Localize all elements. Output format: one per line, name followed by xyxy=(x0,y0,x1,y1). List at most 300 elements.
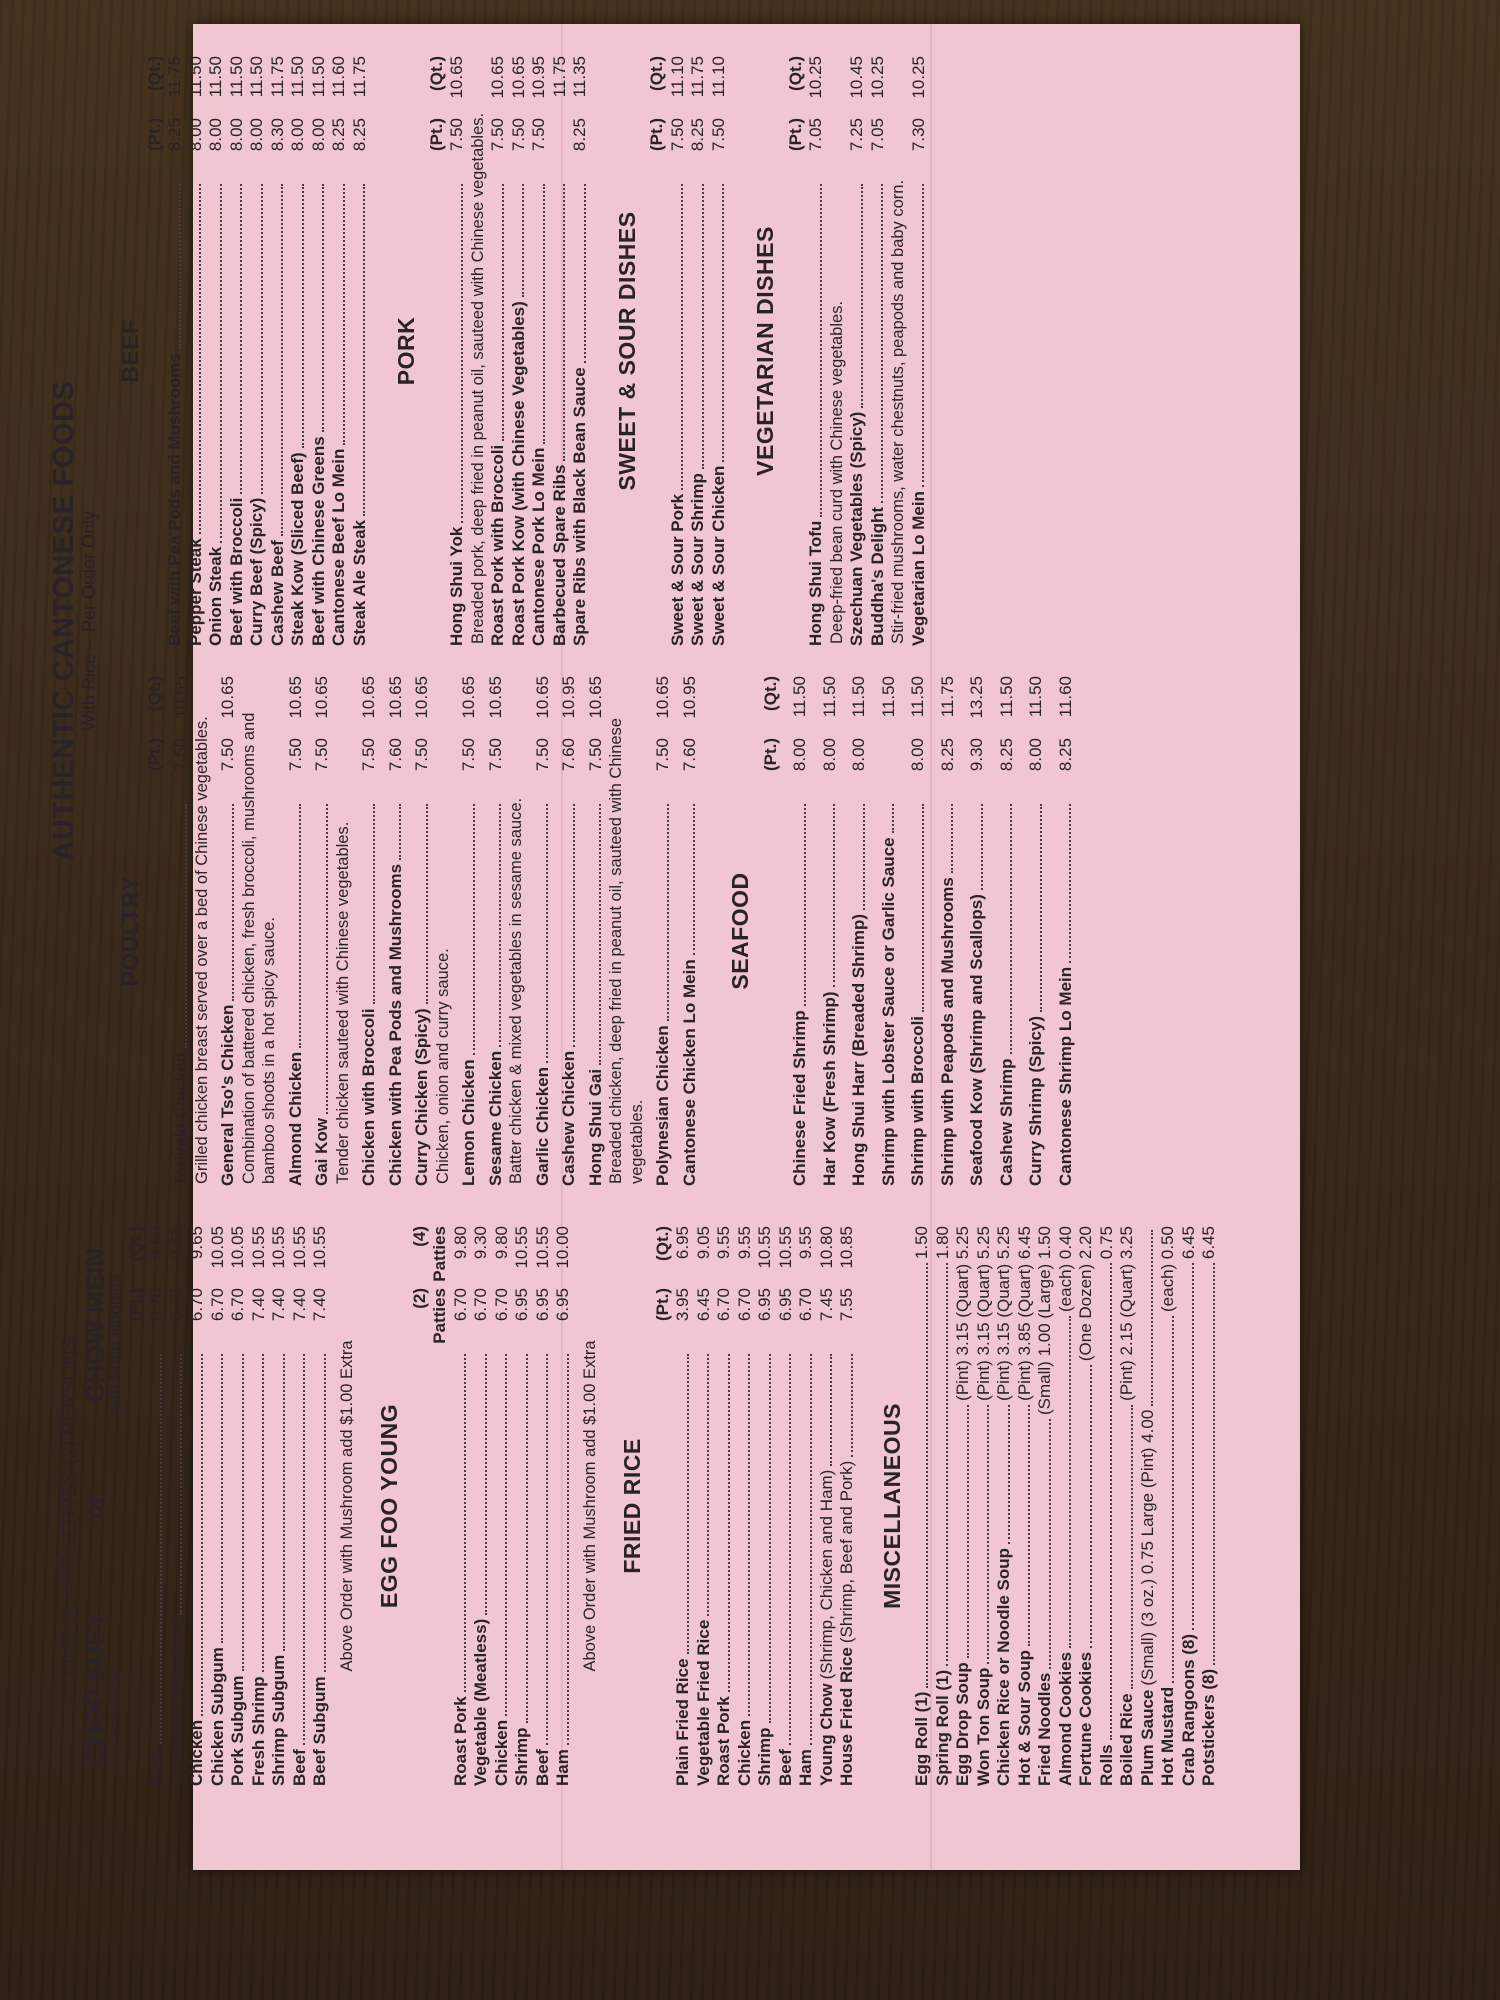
quart-price: 11.75 xyxy=(267,56,287,98)
menu-item-row xyxy=(847,56,868,646)
quart-price: 11.50 xyxy=(308,56,328,98)
menu-item-row xyxy=(997,676,1018,1186)
dot-leader xyxy=(693,804,695,955)
item-name: Cantonese Beef Lo Mein xyxy=(329,448,348,646)
dot-leader xyxy=(702,184,704,469)
pint-price: 8.00 xyxy=(1026,738,1045,772)
chop-suey-title-row xyxy=(79,1226,110,1786)
quart-price: 10.65 xyxy=(532,676,552,719)
dot-leader xyxy=(499,804,501,1047)
pint-price: 7.40 xyxy=(248,1288,268,1322)
quart-price: 6.95 xyxy=(673,1226,692,1260)
menu-item-row xyxy=(668,56,689,646)
menu-item-row xyxy=(165,56,186,646)
menu-item-row xyxy=(1117,1226,1138,1786)
pork-list xyxy=(447,56,591,646)
dot-leader xyxy=(851,1354,853,1457)
item-description: Deep-fried bean curd with Chinese vegetables. xyxy=(827,300,846,644)
poultry-header xyxy=(145,676,166,1186)
with-rice-label: with Rice xyxy=(105,1669,124,1738)
two-patty-price: 6.95 xyxy=(512,1288,531,1322)
item-name: Egg Drop Soup xyxy=(953,1662,972,1786)
menu-item-row xyxy=(879,676,900,1186)
item-description: Batter chicken & mixed vegetables in sesame sauce. xyxy=(507,797,525,1184)
menu-item-row xyxy=(673,1226,694,1786)
pint-price: 7.60 xyxy=(385,738,405,772)
pint-price: 6.95 xyxy=(755,1288,774,1322)
item-name: Beef xyxy=(775,1749,795,1786)
dot-leader xyxy=(464,1354,466,1692)
menu-item-row xyxy=(1138,1226,1159,1786)
menu-item-row xyxy=(350,56,371,646)
patties-label: Patties xyxy=(430,1226,449,1282)
qt-header: (Qt.) xyxy=(144,56,164,91)
quart-price: 10.05 xyxy=(207,1226,227,1269)
pint-price: 8.25 xyxy=(329,118,348,152)
dot-leader xyxy=(426,804,428,1004)
dot-leader xyxy=(363,184,365,516)
pint-price: 8.30 xyxy=(267,118,287,152)
menu-item-row xyxy=(570,56,591,646)
egg-foo-young-header xyxy=(410,1226,451,1786)
item-name: Sesame Chicken xyxy=(485,1050,505,1186)
pint-price: 8.25 xyxy=(688,118,707,152)
pint-price: 8.00 xyxy=(247,118,266,152)
two-patty-price: 6.70 xyxy=(450,1288,470,1322)
quart-price: 11.50 xyxy=(226,56,246,98)
quart-price: 10.65 xyxy=(488,56,507,99)
menu-subtitle: With Rice -- Per Order Only xyxy=(78,510,99,732)
pint-price: 7.40 xyxy=(269,1288,288,1322)
dot-leader xyxy=(1069,1316,1071,1648)
chow-mein-title: CHOW MEIN xyxy=(79,1248,110,1403)
quart-price: 11.50 xyxy=(790,676,809,718)
item-name: Steak Kow (Sliced Beef) xyxy=(288,452,307,646)
menu-item-row xyxy=(447,56,468,646)
item-name: Har Kow (Fresh Shrimp) xyxy=(819,991,839,1186)
item-name: Lemon Chicken xyxy=(459,1059,478,1186)
menu-item-row xyxy=(186,56,207,646)
item-name: Roast Pork Kow (with Chinese Vegetables) xyxy=(508,301,528,646)
pint-price: 8.00 xyxy=(819,738,839,772)
item-name: Ham xyxy=(553,1749,572,1786)
menu-item-row xyxy=(938,676,959,1186)
poultry-list xyxy=(171,676,700,1186)
dot-leader xyxy=(1069,804,1071,963)
menu-item-row xyxy=(714,1226,735,1786)
item-name: Buddha's Delight xyxy=(867,506,887,646)
dot-leader xyxy=(563,184,565,461)
pint-price: 8.00 xyxy=(288,118,307,152)
dot-leader xyxy=(769,1354,771,1723)
menu-item-row xyxy=(820,676,841,1186)
beef-header xyxy=(145,56,166,646)
quart-price: 10.65 xyxy=(485,676,505,719)
item-name: Chicken with Broccoli xyxy=(359,1008,378,1186)
menu-item-row xyxy=(288,56,309,646)
item-name: Pepper Steak xyxy=(185,538,205,646)
dot-leader xyxy=(502,184,504,441)
dot-leader xyxy=(343,184,345,445)
item-price: 0.75 xyxy=(1096,1226,1116,1260)
vegetarian-header xyxy=(786,56,807,646)
menu-item-row xyxy=(286,676,307,1186)
qt-header: (Qt.) xyxy=(785,56,805,91)
vegetarian-title: VEGETARIAN DISHES xyxy=(752,226,778,476)
item-name: Chicken xyxy=(491,1719,511,1786)
dot-leader xyxy=(722,184,724,462)
quart-price: 9.55 xyxy=(734,1226,754,1260)
item-name: Chicken xyxy=(187,1719,206,1786)
menu-item-row xyxy=(586,676,607,1186)
fried-rice-list xyxy=(673,1226,858,1786)
quart-price: 10.55 xyxy=(289,1226,309,1269)
dot-leader xyxy=(1040,804,1042,1012)
item-name: Chicken Subgum xyxy=(207,1647,227,1786)
dot-leader xyxy=(324,1354,326,1672)
pint-price: 6.70 xyxy=(796,1288,815,1322)
dot-leader xyxy=(1028,1405,1030,1646)
dot-leader xyxy=(681,184,683,490)
quart-price: 10.25 xyxy=(806,56,825,99)
item-price: (each) 0.40 xyxy=(1055,1226,1075,1312)
dot-leader xyxy=(526,1354,528,1723)
item-price: 6.45 xyxy=(1199,1226,1218,1260)
dot-leader xyxy=(861,184,863,408)
item-name: Spring Roll (1) xyxy=(932,1669,952,1786)
item-price: (Pint) 3.15 (Quart) 5.25 xyxy=(994,1226,1013,1401)
pt-header: (Pt.) xyxy=(652,1288,672,1322)
pork-title: PORK xyxy=(393,316,419,386)
item-name: Shrimp Subgum xyxy=(269,1654,288,1786)
pint-price: 8.00 xyxy=(790,738,809,772)
dot-leader xyxy=(1010,804,1012,1054)
pint-price: 6.70 xyxy=(734,1288,754,1322)
egg-foo-young-list xyxy=(451,1226,574,1786)
quart-price: 10.55 xyxy=(755,1226,774,1269)
item-name: Steak Ale Steak xyxy=(349,520,369,646)
quart-price: 11.50 xyxy=(878,676,898,718)
dot-leader xyxy=(185,804,187,1048)
menu-item-row xyxy=(206,56,227,646)
item-name: Chicken with Pea Pods and Mushrooms xyxy=(385,863,405,1186)
item-description: Combination of battered chicken, fresh broccoli, mushrooms and bamboo shoots in a hot spicy sauce. xyxy=(239,712,278,1184)
item-price: (Pint) 3.85 (Quart) 6.45 xyxy=(1014,1226,1034,1401)
pint-price: 7.50 xyxy=(708,118,728,152)
poultry-title: POULTRY xyxy=(117,875,143,987)
item-name: Polynesian Chicken xyxy=(653,1025,672,1186)
quart-price: 10.25 xyxy=(908,56,928,99)
item-name: Crab Rangoons (8) xyxy=(1178,1633,1198,1786)
qt-header: (Qt.) xyxy=(125,1226,145,1261)
dot-leader xyxy=(242,1354,244,1671)
pint-price: 6.70 xyxy=(207,1288,227,1322)
quart-price: 10.25 xyxy=(867,56,887,99)
quart-price: 11.50 xyxy=(288,56,307,98)
quart-price: 10.95 xyxy=(559,676,578,719)
dot-leader xyxy=(584,184,586,363)
item-description: Tender chicken sauteed with Chinese vegetables. xyxy=(333,821,352,1184)
two-patty-price: 6.70 xyxy=(471,1288,490,1322)
quart-price: 10.65 xyxy=(285,676,305,719)
item-name: Shrimp xyxy=(512,1727,531,1786)
pint-price: 8.25 xyxy=(165,118,184,152)
item-name: Shrimp with Lobster Sauce or Garlic Sauce xyxy=(878,837,898,1186)
pt-header: (Pt.) xyxy=(647,118,666,152)
item-name: Fortune Cookies xyxy=(1076,1651,1095,1786)
fried-rice-header xyxy=(653,1226,674,1786)
menu-sheet xyxy=(2,3,1218,1846)
dot-leader xyxy=(728,1354,730,1692)
quart-price: 10.65 xyxy=(312,676,331,719)
menu-item-row xyxy=(1035,1226,1056,1786)
item-name: Barbecued Spare Ribs xyxy=(549,464,569,646)
item-description: Stir-fried mushrooms, water chestnuts, peapods and baby corn. xyxy=(889,179,907,644)
quart-price: 10.80 xyxy=(816,1226,836,1269)
dot-leader xyxy=(1213,1263,1215,1665)
two-patty-price: 6.70 xyxy=(491,1288,511,1322)
quart-price: 11.60 xyxy=(329,56,348,98)
menu-item-row xyxy=(817,1226,838,1786)
item-name: House Fried Rice xyxy=(837,1647,856,1786)
menu-item-row xyxy=(709,56,730,646)
menu-item-row xyxy=(509,56,530,646)
quart-price: 9.05 xyxy=(693,1226,713,1260)
dot-leader xyxy=(567,1354,569,1745)
dot-leader xyxy=(302,184,304,448)
dot-leader xyxy=(863,804,865,910)
pint-price: 8.25 xyxy=(349,118,369,152)
menu-item-row xyxy=(451,1226,472,1786)
menu-item-row xyxy=(776,1226,797,1786)
menu-item-row xyxy=(1158,1226,1179,1786)
menu-item-row xyxy=(533,1226,554,1786)
item-note: (Shrimp, Chicken and Ham) xyxy=(816,1469,836,1680)
item-name: Pork Subgum xyxy=(228,1675,247,1786)
vegetarian-list xyxy=(806,56,929,646)
pint-price: 7.50 xyxy=(312,738,331,772)
item-price: (Pint) 2.15 (Quart) 3.25 xyxy=(1117,1226,1136,1401)
quart-price: 11.50 xyxy=(996,676,1016,718)
quart-price: 11.50 xyxy=(206,56,225,98)
quart-price: 10.55 xyxy=(775,1226,795,1269)
menu-item-row xyxy=(1056,1226,1077,1786)
menu-item-row xyxy=(227,56,248,646)
item-name: Boiled Rice xyxy=(1117,1693,1136,1786)
quart-price: 10.55 xyxy=(248,1226,268,1269)
dot-leader xyxy=(667,804,669,1021)
pint-price: 7.50 xyxy=(285,738,305,772)
quart-price: 10.55 xyxy=(269,1226,288,1269)
quart-price: 11.50 xyxy=(819,676,839,718)
item-price: (One Dozen) 2.20 xyxy=(1076,1226,1095,1362)
menu-item-row xyxy=(492,1226,513,1786)
dot-leader xyxy=(981,804,983,890)
item-name: Hot & Sour Soup xyxy=(1014,1650,1034,1786)
dot-leader xyxy=(180,1354,182,1615)
pint-price: 7.60 xyxy=(679,738,699,772)
item-description: Breaded chicken, deep fried in peanut oil, sauteed with Chinese vegetables. xyxy=(607,718,646,1184)
dot-leader xyxy=(201,1354,203,1716)
dot-leader xyxy=(687,1354,689,1654)
menu-item-row xyxy=(553,1226,574,1786)
item-price: 6.45 xyxy=(1178,1226,1198,1260)
item-name: Vegetarian Lo Mein xyxy=(908,491,928,646)
pint-price: 7.50 xyxy=(508,118,528,152)
menu-item-row xyxy=(694,1226,715,1786)
item-description: Chicken, onion and curry sauce. xyxy=(433,948,452,1184)
quart-price: 11.50 xyxy=(247,56,266,98)
item-name: Chinese Fried Shrimp xyxy=(790,1010,809,1186)
item-name: Shrimp with Broccoli xyxy=(908,1015,927,1186)
or-label: or xyxy=(80,1494,108,1519)
menu-item-row xyxy=(310,1226,331,1786)
serves-note: ONE QUART SERVES (2) PERSONS xyxy=(59,1337,81,1675)
item-name: Gai Kow xyxy=(312,1117,331,1186)
column-chop-suey xyxy=(2,1226,1218,1786)
pint-price: 3.95 xyxy=(673,1288,692,1322)
item-name: Beef with Pea Pods and Mushrooms xyxy=(165,353,184,646)
item-name: Vegetable (Meatless) xyxy=(471,1618,490,1786)
item-name: Chicken xyxy=(734,1719,754,1786)
seafood-list xyxy=(790,676,1076,1186)
menu-item-row xyxy=(208,1226,229,1786)
pint-price: 6.45 xyxy=(693,1288,713,1322)
menu-item-row xyxy=(1056,676,1077,1186)
pint-price: 7.50 xyxy=(412,738,431,772)
quart-price: 11.60 xyxy=(1055,676,1075,718)
item-name: Szechuan Vegetables (Spicy) xyxy=(847,411,866,646)
menu-item-row xyxy=(912,1226,933,1786)
dot-leader xyxy=(505,1354,507,1716)
item-name: Beef with Broccoli xyxy=(226,497,246,646)
item-name: Almond Chicken xyxy=(285,1051,305,1186)
quart-price: 11.75 xyxy=(165,56,184,98)
four-patty-price: 10.00 xyxy=(553,1226,572,1269)
dot-leader xyxy=(926,1263,928,1687)
dot-leader xyxy=(922,804,924,1012)
dot-leader xyxy=(473,804,475,1055)
dot-leader xyxy=(303,1354,305,1745)
menu-item-row xyxy=(171,676,192,1186)
item-name: Chicken Rice or Noodle Soup xyxy=(994,1547,1013,1786)
fried-rice-title: FRIED RICE xyxy=(619,1438,645,1574)
four-label: (4) xyxy=(409,1226,429,1247)
item-name: Plain Fried Rice xyxy=(673,1658,692,1786)
quart-price: 9.65 xyxy=(166,1226,186,1260)
item-name: Almond Cookies xyxy=(1055,1651,1075,1786)
item-name: Garlic Chicken xyxy=(532,1066,552,1186)
chop-suey-note: Above Order with Mushroom add $1.00 Extra xyxy=(337,1340,356,1672)
pint-price: 7.50 xyxy=(171,738,190,772)
dot-leader xyxy=(987,1405,989,1664)
item-name: Hong Shui Yok xyxy=(447,526,466,646)
item-price: 1.50 xyxy=(912,1226,931,1260)
menu-item-row xyxy=(849,676,870,1186)
two-label: (2) xyxy=(409,1288,429,1309)
quart-price: 10.95 xyxy=(529,56,548,99)
quart-price: 9.55 xyxy=(796,1226,815,1260)
menu-item-row xyxy=(1026,676,1047,1186)
menu-item-row xyxy=(269,1226,290,1786)
dot-leader xyxy=(373,804,375,1004)
seafood-title: SEAFOOD xyxy=(727,872,753,990)
quart-price: 10.65 xyxy=(585,676,605,719)
pint-price: 6.70 xyxy=(187,1288,206,1322)
four-patty-price: 10.55 xyxy=(512,1226,531,1269)
dot-leader xyxy=(833,804,835,987)
item-name: Egg Roll (1) xyxy=(912,1691,931,1786)
dot-leader xyxy=(399,804,401,860)
dot-leader xyxy=(326,804,328,1114)
dot-leader xyxy=(522,184,524,297)
pint-price: 8.00 xyxy=(308,118,328,152)
misc-title: MISCELLANEOUS xyxy=(878,1403,905,1609)
quart-price: 10.65 xyxy=(359,676,378,719)
quart-price: 11.50 xyxy=(1026,676,1045,718)
item-name: Cashew Beef xyxy=(267,540,287,646)
item-name: Hot Mustard xyxy=(1158,1686,1177,1786)
dot-leader xyxy=(967,1405,969,1658)
dot-leader xyxy=(546,1354,548,1745)
menu-item-row xyxy=(909,56,930,646)
menu-item-row xyxy=(1015,1226,1036,1786)
qt-header: (Qt.) xyxy=(652,1226,672,1261)
quart-price: 10.65 xyxy=(171,676,190,719)
item-name: Cantonese Chicken Lo Mein xyxy=(679,959,699,1186)
menu-item-row xyxy=(412,676,433,1186)
menu-item-row xyxy=(908,676,929,1186)
quart-price: 9.65 xyxy=(187,1226,206,1260)
dot-leader xyxy=(1131,1405,1133,1690)
dot-leader xyxy=(283,1354,285,1651)
pint-price: 9.30 xyxy=(967,738,986,772)
dot-leader xyxy=(543,184,545,444)
pint-price: 8.25 xyxy=(937,738,957,772)
dot-leader xyxy=(1151,1230,1153,1406)
item-description: Breaded pork, deep fried in peanut oil, sauteed with Chinese vegetables. xyxy=(468,112,487,644)
pint-price: 8.00 xyxy=(206,118,225,152)
menu-item-row xyxy=(994,1226,1015,1786)
menu-item-row xyxy=(218,676,239,1186)
pt-header: (Pt.) xyxy=(144,738,164,772)
dot-leader xyxy=(804,804,806,1006)
menu-item-row xyxy=(146,1226,167,1786)
item-name: Beef xyxy=(532,1749,552,1786)
menu-item-row xyxy=(290,1226,311,1786)
dot-leader xyxy=(748,1354,750,1716)
item-note: (Shrimp, Beef and Pork) xyxy=(837,1460,856,1644)
item-name: Shrimp xyxy=(755,1727,774,1786)
item-name: Hong Shui Tofu xyxy=(806,520,825,646)
chop-suey-list xyxy=(146,1226,331,1786)
item-name: Won Ton Soup xyxy=(973,1667,993,1786)
four-patty-price: 9.80 xyxy=(491,1226,511,1260)
qt-header: (Qt.) xyxy=(647,56,666,91)
item-name: Curry Chicken (Spicy) xyxy=(412,1008,431,1186)
pint-price: 7.30 xyxy=(908,118,928,152)
menu-item-row xyxy=(486,676,507,1186)
quart-price: 10.05 xyxy=(228,1226,247,1269)
menu-item-row xyxy=(228,1226,249,1786)
patties-label: Patties xyxy=(430,1288,449,1344)
item-price: (Pint) 3.15 (Quart) 5.25 xyxy=(953,1226,972,1401)
pint-price: 7.50 xyxy=(653,738,672,772)
dot-leader xyxy=(220,184,222,543)
dot-leader xyxy=(221,1354,223,1643)
menu-item-row xyxy=(512,1226,533,1786)
pork-header xyxy=(427,56,448,646)
